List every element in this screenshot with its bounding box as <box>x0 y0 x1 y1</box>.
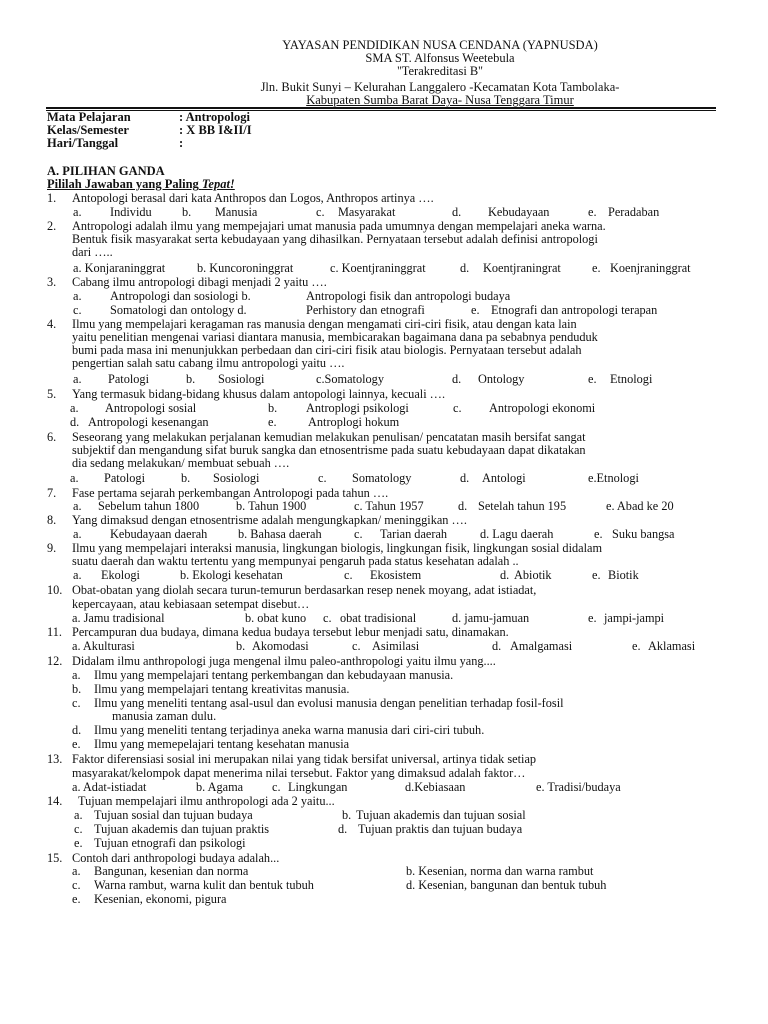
class-value: : X BB I&II/I <box>179 123 252 137</box>
school-name: SMA ST. Alfonsus Weetebula <box>365 51 515 65</box>
header-divider-thin <box>46 110 716 111</box>
exam-page: YAYASAN PENDIDIKAN NUSA CENDANA (YAPNUSDA) SMA ST. Alfonsus Weetebula ''Terakreditasi B'' Jln. Bukit Sunyi – Kelurahan Langgalero -Kecamatan Kota Tambolaka- Kabupaten Sumba Barat Daya- Nusa Tenggara Timur Mata Pelajaran : Antropologi Kelas/Semester : X BB I&II/I Hari/Tanggal : A. PILIHAN GANDA Pililah Jawaban yang Paling Tepat! 1. Antopologi berasal dari kata Anthropos dan Logos, Anthropos artinya …. a. Individu b. Manusia c. Masyarakat d. Kebudayaan e. Peradaban 2. Antropologi adalah ilmu yang mempejajari umat manusia pada umumnya dengan mempelajari aneka warna. Bentuk fisik masyarakat serta kebudayaan yang dihasilkan. Pernyataan tersebut adalah definisi antropologi dari ….. a. Konjaraninggrat b. Kuncoroninggrat c. Koentjraninggrat d. Koentjraningrat e. Koenjraninggrat 3. Cabang ilmu antropologi dibagi menjadi 2 yaitu …. a. Antropologi dan sosiologi b. Antropologi fisik dan antropologi budaya c. Somatologi dan ontology d. Perhistory dan etnografi e. Etnografi dan antropologi terapan 4. Ilmu yang mempelajari keragaman ras manusia dengan mengamati ciri-ciri fisik, atau dengan kata lain yaitu penelitian mengenai variasi diantara manusia, membicarakan bagaimana dana pa sebabnya penduduk bumi pada masa ini menunjukkan perbedaan dan ciri-ciri fisik atau biologis. Pernyataan tersebut adalah pengertian salah satu cabang ilmu antropologi yaitu …. a. Patologi b. Sosiologi c.Somatology d. Ontology e. Etnologi 5. Yang termasuk bidang-bidang khusus dalam antopologi lainnya, kecuali …. a. Antropologi sosial b. Antroplogi psikologi c. Antropologi ekonomi d. Antropologi kesenangan e. Antroplogi hokum 6. Seseorang yang melakukan perjalanan kemudian melakukan penulisan/ pencatatan masih bersifat sangat subjektif dan mengandung sifat buruk sangka dan etnosentrisme pada suatu kebudayaan dapat dikatakan dia sedang melakukan/ membuat sebuah …. a. Patologi b. Sosiologi c. Somatology d. Antologi e.Etnologi 7. Fase pertama sejarah perkembangan Antrolopogi pada tahun …. a. Sebelum tahun 1800 b. Tahun 1900 c. Tahun 1957 d. Setelah tahun 195 e. Abad ke 20 8. Yang dimaksud dengan etnosentrisme adalah mengungkapkan/ meninggikan …. a. Kebudayaan daerah b. Bahasa daerah c. Tarian daerah d. Lagu daerah e. Suku bangsa 9. Ilmu yang mempelajari interaksi manusia, lingkungan biologis, lingkungan fisik, lingkungan sosial didalam suatu daerah dan waktu tertentu yang mempunyai pengaruh pada status kesehatan adalah .. a. Ekologi b. Ekologi kesehatan c. Ekosistem d. Abiotik e. Biotik 10. Obat-obatan yang diolah secara turun-temurun berdasarkan resep nenek moyang, adat istiadat, kepercayaan, atau kebiasaan setempat disebut… a. Jamu tradisional b. obat kuno c. obat tradisional d. jamu-jamuan e. jampi-jampi 11. Percampuran dua budaya, dimana kedua budaya tersebut lebur menjadi satu, dinamakan. a. Akulturasi b. Akomodasi c. Asimilasi d. Amalgamasi e. Aklamasi 12. Didalam ilmu anthropologi juga mengenal ilmu paleo-anthropologi yaitu ilmu yang.... a. Ilmu yang mempelajari tentang perkembangan dan kebudayaan manusia. b. Ilmu yang mempelajari tentang kreativitas manusia. c. Ilmu yang meneliti tentang asal-usul dan evolusi manusia dengan penelitian terhadap fosil-fosil manusia zaman dulu. d. Ilmu yang meneliti tentang terjadinya aneka warna manusia dari ciri-ciri tubuh. e. Ilmu yang memepelajari tentang kesehatan manusia 13. Faktor diferensiasi sosial ini merupakan nilai yang tidak bersifat universal, artinya tidak setiap masyarakat/kelompok dapat menerima nilai tersebut. Faktor yang dimaksud adalah faktor… a. Adat-istiadat b. Agama c. Lingkungan d.Kebiasaan e. Tradisi/budaya 14. Tujuan mempelajari ilmu anthropologi ada 2 yaitu... a. Tujuan sosial dan tujuan budaya b. Tujuan akademis dan tujuan sosial c. Tujuan akademis dan tujuan praktis d. Tujuan praktis dan tujuan budaya e. Tujuan etnografi dan psikologi 15. Contoh dari anthropologi budaya adalah... a. Bangunan, kesenian dan norma b. Kesenian, norma dan warna rambut c. Warna rambut, warna kulit dan bentuk tubuh d. Kesenian, bangunan dan bentuk tubuh e. Kesenian, ekonomi, pigura <box>0 0 768 1024</box>
header-divider <box>46 107 716 109</box>
address-line-1: Jln. Bukit Sunyi – Kelurahan Langgalero -Kecamatan Kota Tambolaka- <box>260 80 620 94</box>
section-title: A. PILIHAN GANDA <box>47 164 165 178</box>
date-value: : <box>179 136 184 150</box>
subject-value: : Antropologi <box>179 110 250 124</box>
accreditation: ''Terakreditasi B'' <box>397 64 483 78</box>
address-line-2: Kabupaten Sumba Barat Daya- Nusa Tenggara Timur <box>306 93 574 107</box>
class-label: Kelas/Semester <box>47 123 129 137</box>
section-instruction: Pililah Jawaban yang Paling Tepat! <box>47 177 235 191</box>
date-label: Hari/Tanggal <box>47 136 119 150</box>
foundation-name: YAYASAN PENDIDIKAN NUSA CENDANA (YAPNUSDA) <box>282 38 598 52</box>
subject-label: Mata Pelajaran <box>47 110 131 124</box>
